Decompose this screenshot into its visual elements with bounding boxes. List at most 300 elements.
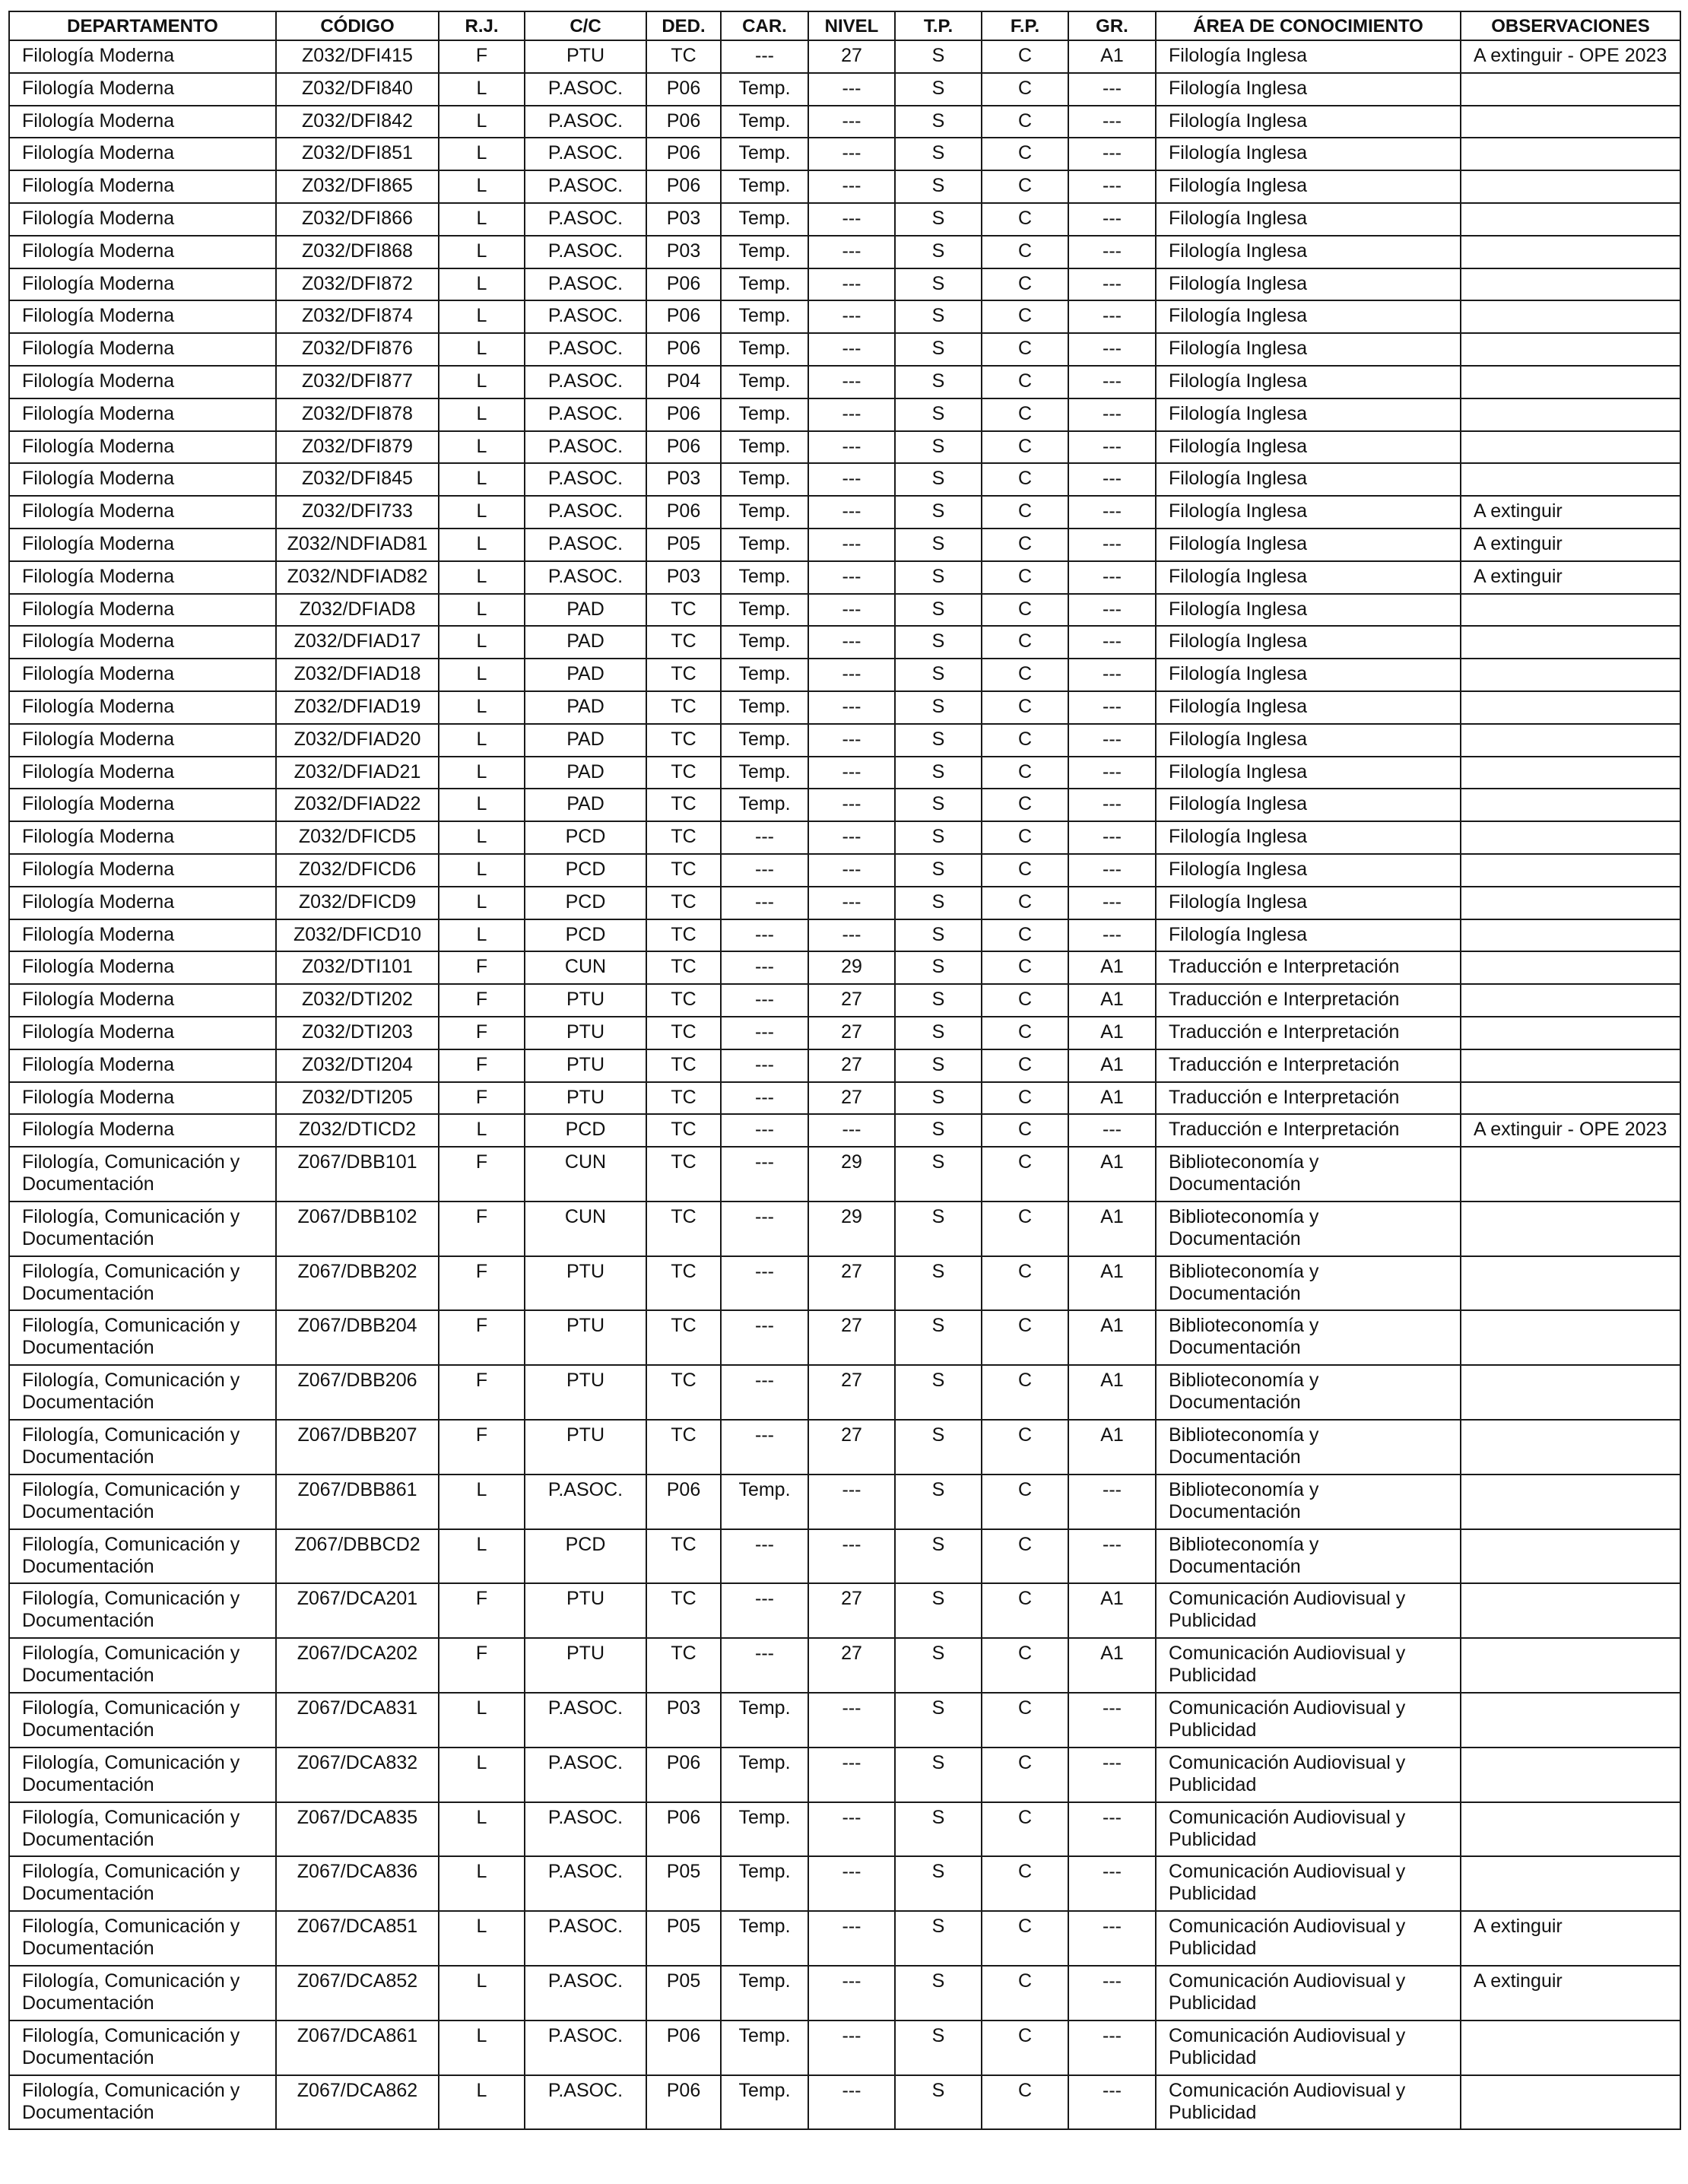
cc-cell: P.ASOC. [525, 1966, 646, 2021]
observaciones-cell [1461, 789, 1680, 821]
fp-cell: C [982, 1082, 1068, 1115]
car-cell: --- [721, 919, 808, 952]
fp-cell: C [982, 1256, 1068, 1311]
codigo-cell: Z032/DFI868 [276, 236, 439, 268]
rj-cell: L [439, 170, 525, 203]
codigo-cell: Z032/DFI878 [276, 398, 439, 431]
area-cell: Traducción e Interpretación [1156, 1017, 1461, 1049]
tp-cell: S [895, 659, 982, 691]
departamento-cell: Filología, Comunicación y Documentación [9, 1638, 276, 1693]
departamento-cell: Filología Moderna [9, 463, 276, 496]
area-cell: Filología Inglesa [1156, 659, 1461, 691]
nivel-cell: --- [808, 2075, 895, 2130]
tp-cell: S [895, 300, 982, 333]
car-cell: Temp. [721, 1856, 808, 1911]
departamento-cell: Filología, Comunicación y Documentación [9, 1966, 276, 2021]
observaciones-cell: A extinguir - OPE 2023 [1461, 40, 1680, 73]
nivel-cell: --- [808, 594, 895, 627]
tp-cell: S [895, 1475, 982, 1529]
table-row [9, 1966, 1680, 2021]
area-cell: Comunicación Audiovisual y Publicidad [1156, 1911, 1461, 1966]
codigo-cell: Z067/DBBCD2 [276, 1529, 439, 1584]
gr-cell: --- [1068, 268, 1156, 301]
fp-cell: C [982, 561, 1068, 594]
codigo-cell: Z032/DFICD10 [276, 919, 439, 952]
area-cell: Traducción e Interpretación [1156, 951, 1461, 984]
col-header-codigo: CÓDIGO [276, 11, 439, 40]
fp-cell: C [982, 496, 1068, 529]
nivel-cell: 29 [808, 1147, 895, 1202]
gr-cell: --- [1068, 170, 1156, 203]
area-cell: Comunicación Audiovisual y Publicidad [1156, 1693, 1461, 1748]
departamento-cell: Filología Moderna [9, 268, 276, 301]
ded-cell: TC [646, 984, 721, 1017]
rj-cell: L [439, 1114, 525, 1147]
codigo-cell: Z067/DCA862 [276, 2075, 439, 2130]
codigo-cell: Z032/DFI876 [276, 333, 439, 366]
table-row [9, 757, 1680, 789]
ded-cell: TC [646, 626, 721, 659]
ded-cell: TC [646, 887, 721, 919]
cc-cell: PTU [525, 1420, 646, 1475]
gr-cell: A1 [1068, 1420, 1156, 1475]
ded-cell: TC [646, 691, 721, 724]
car-cell: --- [721, 887, 808, 919]
codigo-cell: Z032/DFIAD19 [276, 691, 439, 724]
nivel-cell: --- [808, 757, 895, 789]
document-page [8, 11, 1680, 2130]
rj-cell: L [439, 463, 525, 496]
table-row [9, 398, 1680, 431]
rj-cell: L [439, 203, 525, 236]
tp-cell: S [895, 1583, 982, 1638]
tp-cell: S [895, 951, 982, 984]
ded-cell: P06 [646, 2021, 721, 2075]
ded-cell: P06 [646, 496, 721, 529]
ded-cell: TC [646, 1365, 721, 1420]
car-cell: Temp. [721, 366, 808, 398]
departamento-cell: Filología, Comunicación y Documentación [9, 2021, 276, 2075]
rj-cell: F [439, 1256, 525, 1311]
codigo-cell: Z032/DTI205 [276, 1082, 439, 1115]
area-cell: Biblioteconomía y Documentación [1156, 1365, 1461, 1420]
area-cell: Filología Inglesa [1156, 300, 1461, 333]
departamento-cell: Filología, Comunicación y Documentación [9, 1693, 276, 1748]
table-row [9, 1365, 1680, 1420]
rj-cell: L [439, 821, 525, 854]
nivel-cell: --- [808, 300, 895, 333]
fp-cell: C [982, 1202, 1068, 1256]
area-cell: Filología Inglesa [1156, 789, 1461, 821]
codigo-cell: Z032/DFI866 [276, 203, 439, 236]
area-cell: Comunicación Audiovisual y Publicidad [1156, 1802, 1461, 1857]
tp-cell: S [895, 73, 982, 106]
area-cell: Filología Inglesa [1156, 757, 1461, 789]
codigo-cell: Z032/DFI877 [276, 366, 439, 398]
codigo-cell: Z032/DFI874 [276, 300, 439, 333]
gr-cell: --- [1068, 463, 1156, 496]
fp-cell: C [982, 2075, 1068, 2130]
gr-cell: A1 [1068, 1256, 1156, 1311]
cc-cell: PTU [525, 1049, 646, 1082]
rj-cell: L [439, 854, 525, 887]
fp-cell: C [982, 1049, 1068, 1082]
nivel-cell: --- [808, 919, 895, 952]
nivel-cell: --- [808, 106, 895, 138]
tp-cell: S [895, 268, 982, 301]
departamento-cell: Filología Moderna [9, 398, 276, 431]
codigo-cell: Z067/DCA831 [276, 1693, 439, 1748]
table-row [9, 529, 1680, 561]
observaciones-cell [1461, 1693, 1680, 1748]
car-cell: --- [721, 1147, 808, 1202]
fp-cell: C [982, 1802, 1068, 1857]
tp-cell: S [895, 984, 982, 1017]
area-cell: Biblioteconomía y Documentación [1156, 1529, 1461, 1584]
departamento-cell: Filología Moderna [9, 333, 276, 366]
car-cell: --- [721, 984, 808, 1017]
codigo-cell: Z067/DBB102 [276, 1202, 439, 1256]
table-row [9, 1310, 1680, 1365]
col-header-gr: GR. [1068, 11, 1156, 40]
table-row [9, 951, 1680, 984]
fp-cell: C [982, 887, 1068, 919]
fp-cell: C [982, 951, 1068, 984]
fp-cell: C [982, 106, 1068, 138]
nivel-cell: --- [808, 626, 895, 659]
gr-cell: --- [1068, 757, 1156, 789]
rj-cell: L [439, 1529, 525, 1584]
departamento-cell: Filología Moderna [9, 594, 276, 627]
gr-cell: --- [1068, 203, 1156, 236]
rj-cell: F [439, 40, 525, 73]
cc-cell: PAD [525, 594, 646, 627]
nivel-cell: --- [808, 333, 895, 366]
car-cell: Temp. [721, 691, 808, 724]
nivel-cell: --- [808, 170, 895, 203]
area-cell: Filología Inglesa [1156, 268, 1461, 301]
codigo-cell: Z032/DFI865 [276, 170, 439, 203]
cc-cell: CUN [525, 951, 646, 984]
nivel-cell: 27 [808, 1017, 895, 1049]
area-cell: Filología Inglesa [1156, 138, 1461, 170]
observaciones-cell [1461, 236, 1680, 268]
observaciones-cell [1461, 106, 1680, 138]
car-cell: Temp. [721, 724, 808, 757]
fp-cell: C [982, 1310, 1068, 1365]
rj-cell: L [439, 691, 525, 724]
gr-cell: --- [1068, 431, 1156, 464]
col-header-nivel: NIVEL [808, 11, 895, 40]
departamento-cell: Filología Moderna [9, 951, 276, 984]
rj-cell: L [439, 1475, 525, 1529]
car-cell: --- [721, 1049, 808, 1082]
car-cell: Temp. [721, 529, 808, 561]
gr-cell: --- [1068, 1693, 1156, 1748]
rj-cell: L [439, 300, 525, 333]
departamento-cell: Filología Moderna [9, 984, 276, 1017]
cc-cell: PCD [525, 887, 646, 919]
car-cell: Temp. [721, 1475, 808, 1529]
nivel-cell: --- [808, 1911, 895, 1966]
cc-cell: P.ASOC. [525, 1475, 646, 1529]
table-row [9, 300, 1680, 333]
car-cell: --- [721, 1638, 808, 1693]
ded-cell: P06 [646, 268, 721, 301]
codigo-cell: Z032/DFIAD22 [276, 789, 439, 821]
observaciones-cell [1461, 1365, 1680, 1420]
car-cell: --- [721, 1082, 808, 1115]
cc-cell: PAD [525, 757, 646, 789]
nivel-cell: --- [808, 659, 895, 691]
area-cell: Biblioteconomía y Documentación [1156, 1147, 1461, 1202]
rj-cell: F [439, 1202, 525, 1256]
gr-cell: --- [1068, 529, 1156, 561]
area-cell: Filología Inglesa [1156, 919, 1461, 952]
observaciones-cell [1461, 1802, 1680, 1857]
table-row [9, 1802, 1680, 1857]
codigo-cell: Z032/DFI879 [276, 431, 439, 464]
tp-cell: S [895, 919, 982, 952]
table-row [9, 1147, 1680, 1202]
tp-cell: S [895, 236, 982, 268]
ded-cell: TC [646, 1082, 721, 1115]
ded-cell: P06 [646, 170, 721, 203]
observaciones-cell [1461, 1049, 1680, 1082]
codigo-cell: Z067/DCA851 [276, 1911, 439, 1966]
nivel-cell: 27 [808, 984, 895, 1017]
area-cell: Traducción e Interpretación [1156, 1049, 1461, 1082]
col-header-area: ÁREA DE CONOCIMIENTO [1156, 11, 1461, 40]
table-row [9, 919, 1680, 952]
gr-cell: --- [1068, 1529, 1156, 1584]
codigo-cell: Z032/DFI851 [276, 138, 439, 170]
observaciones-cell [1461, 73, 1680, 106]
rj-cell: L [439, 106, 525, 138]
nivel-cell: --- [808, 138, 895, 170]
tp-cell: S [895, 789, 982, 821]
gr-cell: --- [1068, 594, 1156, 627]
tp-cell: S [895, 333, 982, 366]
area-cell: Biblioteconomía y Documentación [1156, 1420, 1461, 1475]
table-row [9, 1202, 1680, 1256]
cc-cell: PTU [525, 1082, 646, 1115]
table-row [9, 366, 1680, 398]
tp-cell: S [895, 1202, 982, 1256]
table-row [9, 561, 1680, 594]
area-cell: Filología Inglesa [1156, 561, 1461, 594]
nivel-cell: 27 [808, 1310, 895, 1365]
area-cell: Biblioteconomía y Documentación [1156, 1256, 1461, 1311]
observaciones-cell [1461, 2021, 1680, 2075]
cc-cell: PAD [525, 626, 646, 659]
table-row [9, 1638, 1680, 1693]
cc-cell: P.ASOC. [525, 398, 646, 431]
area-cell: Comunicación Audiovisual y Publicidad [1156, 1638, 1461, 1693]
ded-cell: P05 [646, 1911, 721, 1966]
departamento-cell: Filología, Comunicación y Documentación [9, 1475, 276, 1529]
gr-cell: A1 [1068, 951, 1156, 984]
observaciones-cell [1461, 854, 1680, 887]
departamento-cell: Filología Moderna [9, 561, 276, 594]
tp-cell: S [895, 529, 982, 561]
tp-cell: S [895, 1256, 982, 1311]
ded-cell: TC [646, 821, 721, 854]
codigo-cell: Z032/DTI203 [276, 1017, 439, 1049]
tp-cell: S [895, 1049, 982, 1082]
table-row [9, 333, 1680, 366]
codigo-cell: Z032/DTICD2 [276, 1114, 439, 1147]
nivel-cell: --- [808, 724, 895, 757]
departamento-cell: Filología Moderna [9, 626, 276, 659]
codigo-cell: Z032/NDFIAD81 [276, 529, 439, 561]
car-cell: Temp. [721, 2021, 808, 2075]
table-row [9, 170, 1680, 203]
car-cell: Temp. [721, 268, 808, 301]
table-row [9, 236, 1680, 268]
fp-cell: C [982, 1365, 1068, 1420]
col-header-tp: T.P. [895, 11, 982, 40]
cc-cell: PTU [525, 1310, 646, 1365]
area-cell: Traducción e Interpretación [1156, 1114, 1461, 1147]
tp-cell: S [895, 203, 982, 236]
gr-cell: --- [1068, 1911, 1156, 1966]
area-cell: Biblioteconomía y Documentación [1156, 1310, 1461, 1365]
table-row [9, 1420, 1680, 1475]
codigo-cell: Z032/DFICD9 [276, 887, 439, 919]
tp-cell: S [895, 398, 982, 431]
gr-cell: A1 [1068, 1310, 1156, 1365]
fp-cell: C [982, 431, 1068, 464]
car-cell: Temp. [721, 73, 808, 106]
rj-cell: F [439, 1310, 525, 1365]
tp-cell: S [895, 1365, 982, 1420]
tp-cell: S [895, 170, 982, 203]
car-cell: --- [721, 1529, 808, 1584]
table-row [9, 1693, 1680, 1748]
ded-cell: P06 [646, 2075, 721, 2130]
observaciones-cell [1461, 951, 1680, 984]
col-header-cc: C/C [525, 11, 646, 40]
area-cell: Comunicación Audiovisual y Publicidad [1156, 1966, 1461, 2021]
area-cell: Filología Inglesa [1156, 73, 1461, 106]
gr-cell: --- [1068, 789, 1156, 821]
fp-cell: C [982, 40, 1068, 73]
fp-cell: C [982, 1748, 1068, 1802]
cc-cell: P.ASOC. [525, 1802, 646, 1857]
observaciones-cell [1461, 757, 1680, 789]
departamento-cell: Filología Moderna [9, 106, 276, 138]
fp-cell: C [982, 1638, 1068, 1693]
departamento-cell: Filología, Comunicación y Documentación [9, 1420, 276, 1475]
fp-cell: C [982, 724, 1068, 757]
positions-table [8, 11, 1681, 2130]
fp-cell: C [982, 1693, 1068, 1748]
fp-cell: C [982, 1475, 1068, 1529]
cc-cell: PCD [525, 854, 646, 887]
gr-cell: A1 [1068, 1017, 1156, 1049]
area-cell: Filología Inglesa [1156, 40, 1461, 73]
observaciones-cell [1461, 1147, 1680, 1202]
car-cell: Temp. [721, 2075, 808, 2130]
rj-cell: L [439, 138, 525, 170]
table-body [9, 40, 1680, 2129]
cc-cell: P.ASOC. [525, 366, 646, 398]
observaciones-cell [1461, 984, 1680, 1017]
area-cell: Filología Inglesa [1156, 821, 1461, 854]
car-cell: --- [721, 1114, 808, 1147]
cc-cell: PTU [525, 1583, 646, 1638]
cc-cell: P.ASOC. [525, 203, 646, 236]
observaciones-cell [1461, 821, 1680, 854]
gr-cell: --- [1068, 300, 1156, 333]
nivel-cell: --- [808, 561, 895, 594]
car-cell: Temp. [721, 1748, 808, 1802]
rj-cell: L [439, 2075, 525, 2130]
observaciones-cell [1461, 887, 1680, 919]
fp-cell: C [982, 236, 1068, 268]
area-cell: Filología Inglesa [1156, 398, 1461, 431]
gr-cell: --- [1068, 2075, 1156, 2130]
col-header-ded: DED. [646, 11, 721, 40]
area-cell: Comunicación Audiovisual y Publicidad [1156, 1748, 1461, 1802]
area-cell: Filología Inglesa [1156, 366, 1461, 398]
ded-cell: P04 [646, 366, 721, 398]
observaciones-cell [1461, 2075, 1680, 2130]
area-cell: Filología Inglesa [1156, 626, 1461, 659]
nivel-cell: --- [808, 854, 895, 887]
cc-cell: PAD [525, 659, 646, 691]
observaciones-cell: A extinguir [1461, 529, 1680, 561]
nivel-cell: --- [808, 268, 895, 301]
cc-cell: PAD [525, 724, 646, 757]
table-row [9, 594, 1680, 627]
departamento-cell: Filología, Comunicación y Documentación [9, 2075, 276, 2130]
nivel-cell: --- [808, 463, 895, 496]
nivel-cell: --- [808, 1802, 895, 1857]
nivel-cell: --- [808, 1748, 895, 1802]
ded-cell: P06 [646, 106, 721, 138]
departamento-cell: Filología Moderna [9, 496, 276, 529]
car-cell: Temp. [721, 757, 808, 789]
rj-cell: F [439, 1365, 525, 1420]
col-header-rj: R.J. [439, 11, 525, 40]
cc-cell: P.ASOC. [525, 2021, 646, 2075]
table-row [9, 821, 1680, 854]
departamento-cell: Filología Moderna [9, 789, 276, 821]
rj-cell: L [439, 757, 525, 789]
gr-cell: --- [1068, 887, 1156, 919]
fp-cell: C [982, 1017, 1068, 1049]
cc-cell: P.ASOC. [525, 300, 646, 333]
cc-cell: PCD [525, 1529, 646, 1584]
car-cell: Temp. [721, 1911, 808, 1966]
cc-cell: P.ASOC. [525, 1748, 646, 1802]
table-header-row [9, 11, 1680, 40]
area-cell: Filología Inglesa [1156, 496, 1461, 529]
gr-cell: --- [1068, 496, 1156, 529]
car-cell: Temp. [721, 236, 808, 268]
tp-cell: S [895, 1966, 982, 2021]
fp-cell: C [982, 203, 1068, 236]
tp-cell: S [895, 138, 982, 170]
ded-cell: P05 [646, 1966, 721, 2021]
nivel-cell: --- [808, 366, 895, 398]
car-cell: Temp. [721, 463, 808, 496]
table-row [9, 431, 1680, 464]
rj-cell: F [439, 1638, 525, 1693]
gr-cell: A1 [1068, 1082, 1156, 1115]
